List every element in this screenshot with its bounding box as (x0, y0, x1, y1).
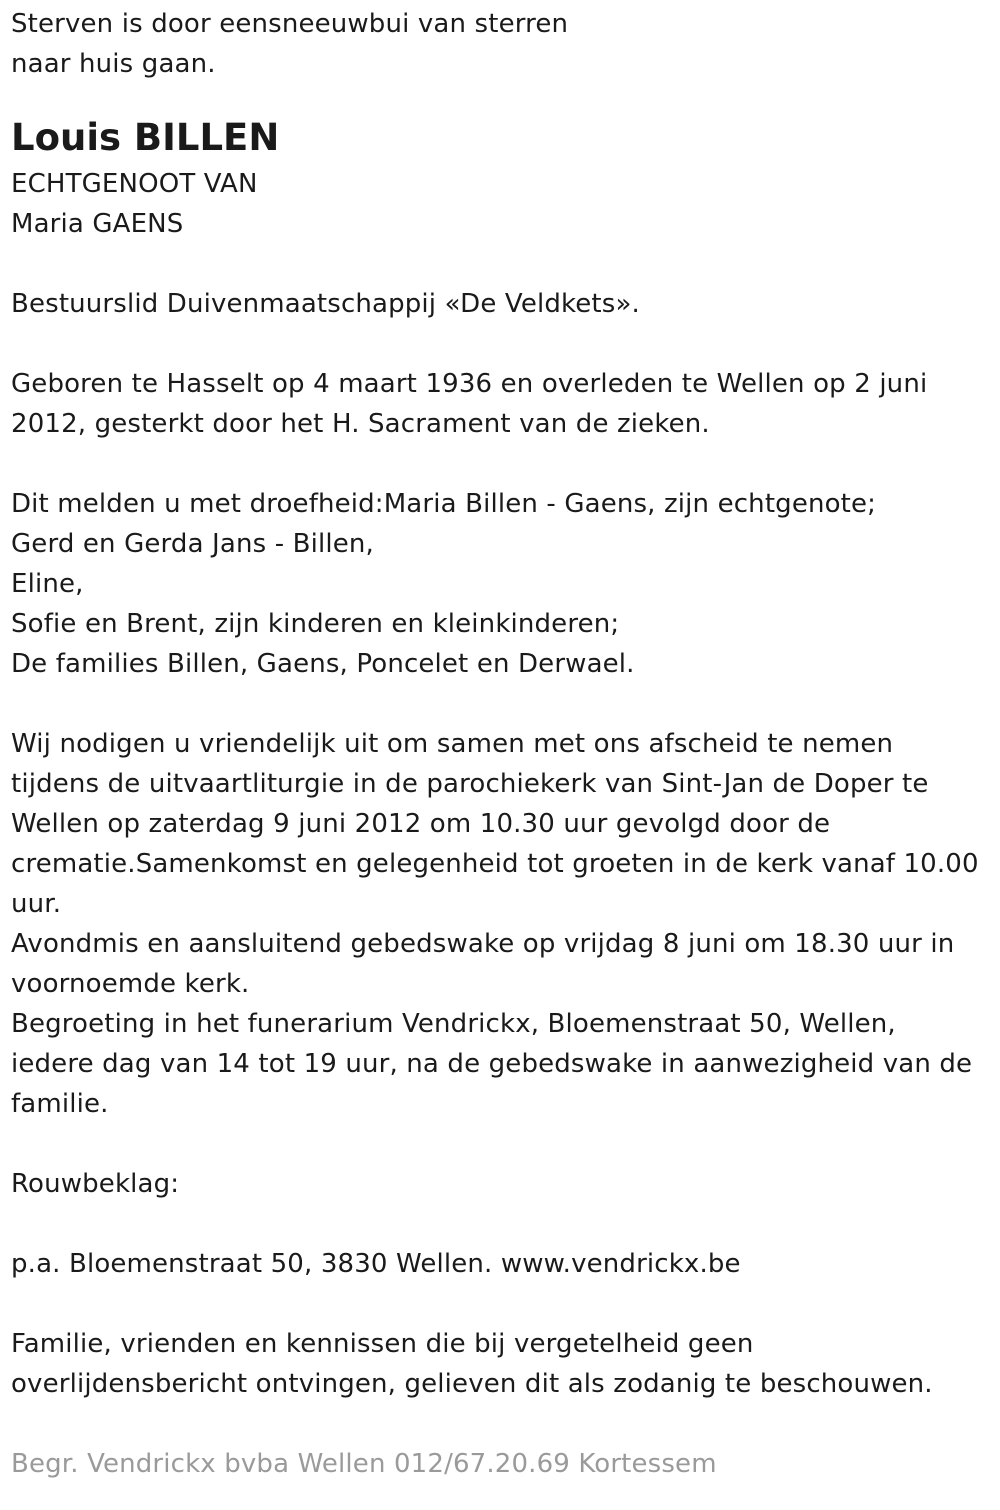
role-text: Bestuurslid Duivenmaatschappij «De Veldkets». (11, 289, 640, 319)
paragraph-line: Avondmis en aansluitend gebedswake op vrijdag 8 juni om 18.30 uur in (11, 929, 955, 959)
paragraph-line: Sofie en Brent, zijn kinderen en kleinkinderen; (11, 609, 620, 639)
spouse-label: ECHTGENOOT VAN (11, 169, 258, 199)
birth-death-paragraph (11, 364, 996, 444)
paragraph-line: Geboren te Hasselt op 4 maart 1936 en overleden te Wellen op 2 juni (11, 369, 928, 399)
announcement-paragraph (11, 484, 996, 684)
paragraph-line: overlijdensbericht ontvingen, gelieven dit als zodanig te beschouwen. (11, 1369, 933, 1399)
motto-line: naar huis gaan. (11, 49, 216, 79)
ceremony-paragraph (11, 724, 996, 1124)
spouse-name: Maria GAENS (11, 209, 184, 239)
deceased-block (11, 112, 996, 244)
paragraph-line: De families Billen, Gaens, Poncelet en Derwael. (11, 649, 635, 679)
paragraph-line: 2012, gesterkt door het H. Sacrament van de zieken. (11, 409, 710, 439)
paragraph-line: Gerd en Gerda Jans - Billen, (11, 529, 374, 559)
paragraph-line: Wellen op zaterdag 9 juni 2012 om 10.30 uur gevolgd door de (11, 809, 831, 839)
obituary-page (11, 4, 996, 1484)
funeral-home-footer: Begr. Vendrickx bvba Wellen 012/67.20.69 Kortessem (11, 1449, 717, 1479)
condolences-label: Rouwbeklag: (11, 1169, 180, 1199)
paragraph-line: iedere dag van 14 tot 19 uur, na de gebedswake in aanwezigheid van de (11, 1049, 973, 1079)
condolences-address: p.a. Bloemenstraat 50, 3830 Wellen. www.vendrickx.be (11, 1249, 741, 1279)
paragraph-line: Begroeting in het funerarium Vendrickx, Bloemenstraat 50, Wellen, (11, 1009, 896, 1039)
paragraph-line: voornoemde kerk. (11, 969, 250, 999)
motto-line: Sterven is door eensneeuwbui van sterren (11, 9, 569, 39)
paragraph-line: tijdens de uitvaartliturgie in de parochiekerk van Sint-Jan de Doper te (11, 769, 929, 799)
paragraph-line: Eline, (11, 569, 84, 599)
paragraph-line: uur. (11, 889, 62, 919)
motto (11, 4, 996, 84)
paragraph-line: Dit melden u met droefheid:Maria Billen - Gaens, zijn echtgenote; (11, 489, 877, 519)
closing-paragraph (11, 1324, 996, 1404)
paragraph-line: Wij nodigen u vriendelijk uit om samen met ons afscheid te nemen (11, 729, 894, 759)
paragraph-line: Familie, vrienden en kennissen die bij vergetelheid geen (11, 1329, 754, 1359)
paragraph-line: crematie.Samenkomst en gelegenheid tot groeten in de kerk vanaf 10.00 (11, 849, 979, 879)
paragraph-line: familie. (11, 1089, 109, 1119)
deceased-name: Louis BILLEN (11, 116, 280, 159)
